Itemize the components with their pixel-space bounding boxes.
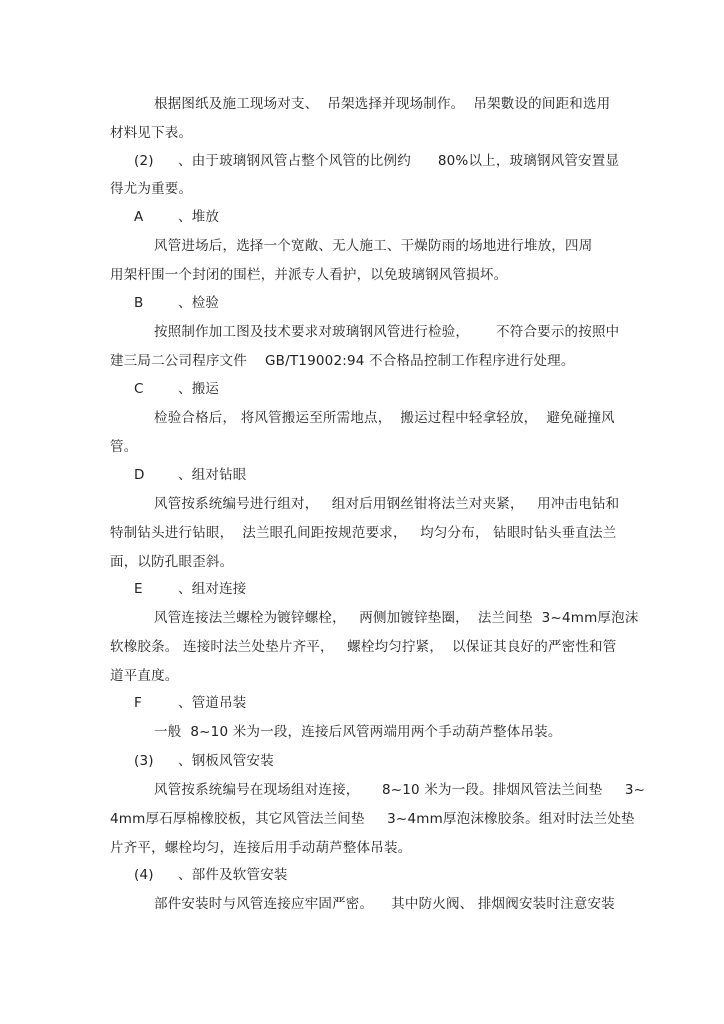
section-heading-text: 、组对连接	[178, 581, 247, 597]
paragraph-line: 得尤为重要。	[110, 181, 193, 197]
section-marker: F	[134, 695, 142, 711]
paragraph-line: 管。	[110, 439, 138, 455]
section-marker: D	[134, 467, 145, 483]
section-marker: A	[134, 209, 144, 225]
paragraph-line: 风管连接法兰螺栓为镀锌螺栓， 两侧加镀锌垫圈， 法兰间垫 3~4mm厚泡沫	[154, 610, 639, 626]
section-heading-text: 、由于玻璃钢风管占整个风管的比例约 80%以上，玻璃钢风管安置显	[178, 153, 620, 169]
section-heading-d	[134, 466, 247, 484]
paragraph-line: 检验合格后， 将风管搬运至所需地点， 搬运过程中轻拿轻放， 避免碰撞风	[154, 410, 615, 426]
paragraph-line: 建三局二公司程序文件 GB/T19002:94 不合格品控制工作程序进行处理。	[110, 353, 575, 369]
section-marker: (4)	[134, 867, 154, 883]
section-heading-c	[134, 380, 219, 398]
paragraph-line: 风管按系统编号在现场组对连接， 8~10 米为一段。排烟风管法兰间垫 3~	[154, 782, 646, 798]
section-marker: B	[134, 295, 144, 311]
paragraph-line: 面，以防孔眼歪斜。	[110, 554, 234, 570]
section-heading-b	[134, 294, 219, 312]
section-marker: (3)	[134, 753, 154, 769]
section-heading-3	[134, 752, 274, 770]
paragraph-line: 部件安装时与风管连接应牢固严密。 其中防火阀、 排烟阀安装时注意安装	[154, 896, 615, 912]
section-marker: E	[134, 581, 143, 597]
section-heading-text: 、部件及软管安装	[178, 867, 288, 883]
paragraph-line: 4mm厚石厚棉橡胶板，其它风管法兰间垫 3~4mm厚泡沫橡胶条。组对时法兰处垫	[110, 811, 635, 827]
paragraph-line: 风管按系统编号进行组对， 组对后用钢丝钳将法兰对夹紧， 用冲击电钻和	[154, 496, 620, 512]
paragraph-line: 材料见下表。	[110, 125, 193, 141]
section-heading-text: 、钢板风管安装	[178, 753, 274, 769]
paragraph-line: 特制钻头进行钻眼， 法兰眼孔间距按规范要求， 均匀分布， 钻眼时钻头垂直法兰	[110, 525, 617, 541]
section-marker: C	[134, 381, 144, 397]
section-heading-text: 、堆放	[178, 209, 220, 225]
section-heading-text: 、管道吊装	[178, 695, 247, 711]
section-heading-2	[134, 152, 619, 170]
section-heading-text: 、检验	[178, 295, 220, 311]
paragraph-line: 用架杆围一个封闭的围栏，并派专人看护，以免玻璃钢风管损坏。	[110, 267, 508, 283]
section-heading-4	[134, 866, 288, 884]
section-heading-f	[134, 694, 247, 712]
section-marker: (2)	[134, 153, 154, 169]
paragraph-line: 按照制作加工图及技术要求对玻璃钢风管进行检验， 不符合要示的按照中	[154, 324, 620, 340]
paragraph-line: 道平直度。	[110, 668, 179, 684]
section-heading-a	[134, 208, 219, 226]
paragraph-line: 软橡胶条。 连接时法兰处垫片齐平， 螺栓均匀拧紧， 以保证其良好的严密性和管	[110, 639, 617, 655]
section-heading-text: 、组对钻眼	[178, 467, 247, 483]
paragraph-line: 一般 8~10 米为一段，连接后风管两端用两个手动葫芦整体吊装。	[154, 724, 562, 740]
paragraph-line: 片齐平，螺栓均匀，连接后用手动葫芦整体吊装。	[110, 840, 412, 856]
paragraph-line: 根据图纸及施工现场对支、 吊架选择并现场制作。 吊架數设的间距和选用	[154, 96, 611, 112]
section-heading-text: 、搬运	[178, 381, 220, 397]
section-heading-e	[134, 580, 247, 598]
paragraph-line: 风管进场后，选择一个宽敞、无人施工、干燥防雨的场地进行堆放，四周	[154, 238, 593, 254]
